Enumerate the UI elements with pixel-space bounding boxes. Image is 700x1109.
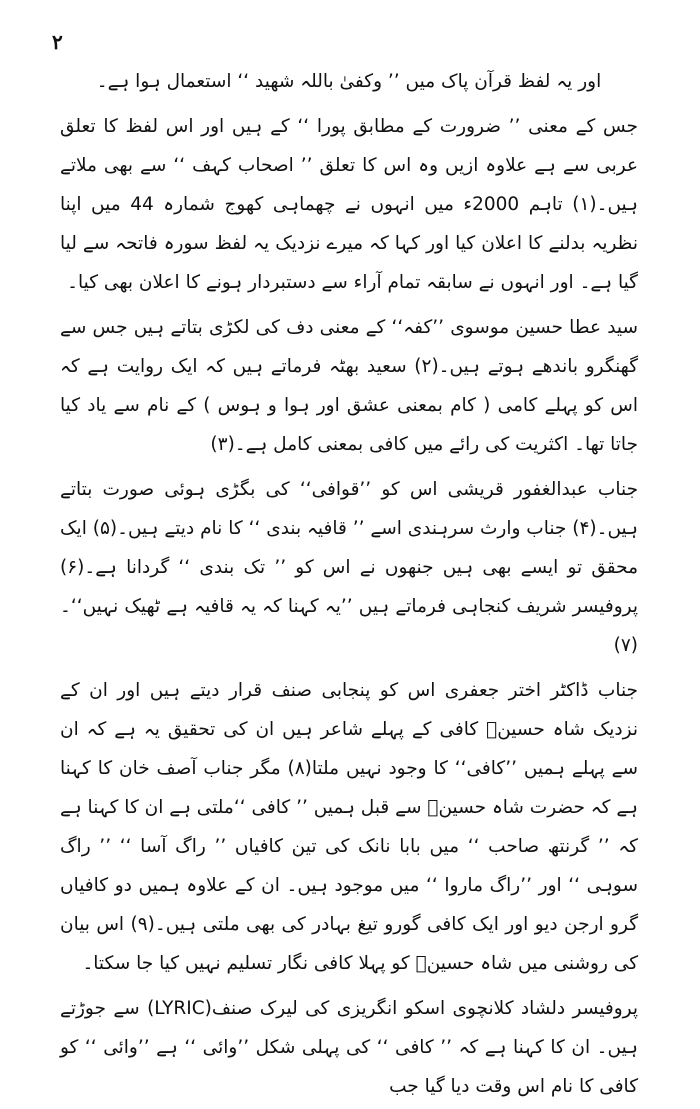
paragraph-daf-meaning: سید عطا حسین موسوی ’’کفہ‘‘ کے معنی دف کی لکڑی بتاتے ہیں جس سے گھنگرو باندھے ہوتے ہیں۔(۲) سعید بھٹہ فرماتے ہیں کہ ایک روایت ہے کہ اس کو پہلے کامی ( کام بمعنی عشق اور ہوا و ہوس ) کے نام سے یاد کیا جاتا تھا۔ اکثریت کی رائے میں کافی بمعنی کامل ہے۔(۳) [60,317,638,455]
paragraph-shah-hussain: جناب ڈاکٹر اختر جعفری اس کو پنجابی صنف قرار دیتے ہیں اور ان کے نزدیک شاہ حسینؒ کافی کے پہلے شاعر ہیں ان کی تحقیق یہ ہے کہ ان سے پہلے ہمیں ’’کافی‘‘ کا وجود نہیں ملتا(۸) مگر جناب آصف خان کا کہنا ہے کہ حضرت شاہ حسینؒ سے قبل ہمیں ’’ کافی ‘‘ملتی ہے ان کا کہنا ہے کہ ’’ گرنتھ صاحب ‘‘ میں بابا نانک کی تین کافیاں ’’ راگ آسا ‘‘ ’’ راگ سوہی ‘‘ اور ’’راگ ماروا ‘‘ میں موجود ہیں۔ ان کے علاوہ ہمیں دو کافیاں گرو ارجن دیو اور ایک کافی گورو تیغ بہادر کی بھی ملتی ہیں۔(۹) اس بیان کی روشنی میں شاہ حسینؒ کو پہلا کافی نگار تسلیم نہیں کیا جا سکتا۔ [60,680,639,974]
paragraph-qawafi: جناب عبدالغفور قریشی اس کو ’’قوافی‘‘ کی بگڑی ہوئی صورت بتاتے ہیں۔(۴) جناب وارث سرہندی اسے ’’ قافیہ بندی ‘‘ کا نام دیتے ہیں۔(۵) ایک محقق تو ایسے بھی ہیں جنھوں نے اس کو ’’ تک بندی ‘‘ گردانا ہے۔(۶) پروفیسر شریف کنجاہی فرماتے ہیں ’’یہ کہنا کہ یہ قافیہ ہے ٹھیک نہیں‘‘۔(۷) [60,479,638,656]
paragraph-meaning-origin: جس کے معنی ’’ ضرورت کے مطابق پورا ‘‘ کے ہیں اور اس لفظ کا تعلق عربی سے ہے علاوہ ازیں وہ اس کا تعلق ’’ اصحاب کہف ‘‘ سے بھی ملاتے ہیں۔(۱) تاہم 2000ء میں انہوں نے چھماہی کھوج شمارہ 44 میں اپنا نظریہ بدلنے کا اعلان کیا اور کہا کہ میرے نزدیک یہ لفظ سورہ فاتحہ سے لیا گیا ہے۔ اور انہوں نے سابقہ تمام آراء سے دستبردار ہونے کا اعلان بھی کیا۔ [60,116,638,293]
paragraph-quran-reference: اور یہ لفظ قرآن پاک میں ’’ وکفیٰ باللہ شھید ‘‘ استعمال ہوا ہے۔ [96,71,602,92]
page-number: ۲ [52,30,63,54]
paragraph-lyric: پروفیسر دلشاد کلانچوی اسکو انگریزی کی لیرک صنف(LYRIC) سے جوڑتے ہیں۔ ان کا کہنا ہے کہ ’’ کافی ‘‘ کی پہلی شکل ’’وائی ‘‘ ہے ’’وائی ‘‘ کو کافی کا نام اس وقت دیا گیا جب [60,998,638,1097]
document-body [60,62,638,1106]
